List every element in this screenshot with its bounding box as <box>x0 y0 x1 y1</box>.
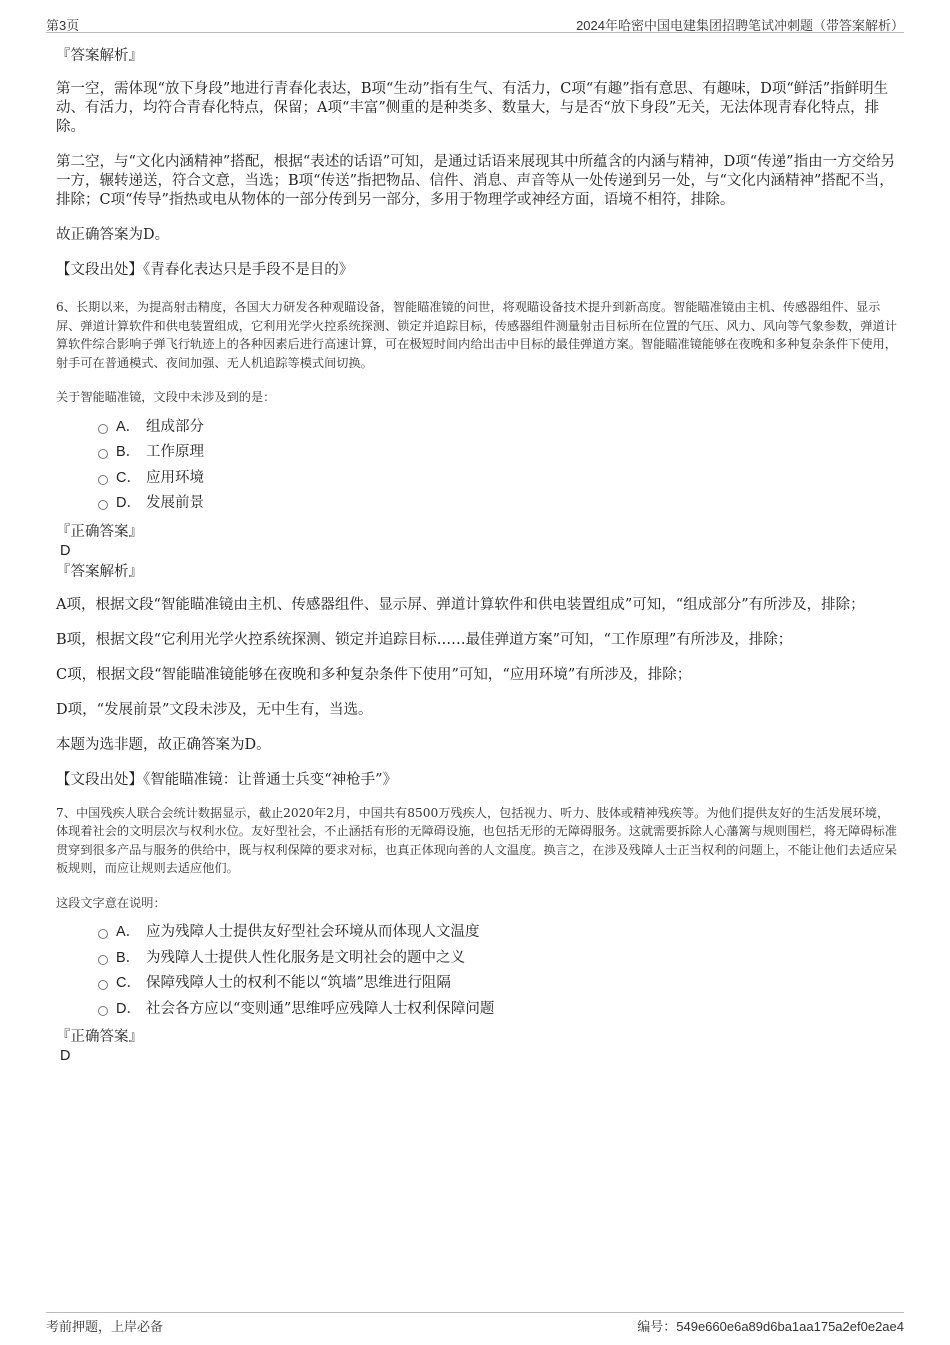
q5-analysis-paragraph-1: 第一空，需体现“放下身段”地进行青春化表达，B项“生动”指有生气、有活力，C项“有趣”指有意思、有趣味，D项“鲜活”指鲜明生动、有活力，均符合青春化特点，保留；A项“丰富”侧重的是种类多、数量大，与是否“放下身段”无关，无法体现青春化特点，排除。 <box>56 81 889 135</box>
q7-correct-label: 『正确答案』 <box>56 1029 143 1045</box>
radio-button[interactable] <box>98 500 108 510</box>
footer-id-label: 编号： <box>637 1320 677 1335</box>
q5-source: 【文段出处】《青春化表达只是手段不是目的》 <box>56 262 354 278</box>
radio-button[interactable] <box>98 449 108 459</box>
q5-analysis-label: 『答案解析』 <box>56 48 143 64</box>
q6-analysis-label: 『答案解析』 <box>56 563 143 580</box>
q6-option-c[interactable]: C． 应用环境 <box>56 466 898 492</box>
q7-option-a[interactable]: A． 应为残障人士提供友好型社会环境从而体现人文温度 <box>56 920 898 946</box>
q6-analysis-c: C项，根据文段“智能瞄准镜能够在夜晚和多种复杂条件下使用”可知，“应用环境”有所涉及，排除； <box>56 666 692 683</box>
q6-correct-answer: D <box>60 542 71 559</box>
q7-correct-answer: D <box>60 1048 71 1064</box>
page-footer <box>46 1312 904 1333</box>
q6-analysis-a: A项，根据文段“智能瞄准镜由主机、传感器组件、显示屏、弹道计算软件和供电装置组成”可知，“组成部分”有所涉及，排除； <box>56 596 865 613</box>
radio-button[interactable] <box>98 1006 108 1016</box>
q6-option-d[interactable]: D． 发展前景 <box>56 491 898 517</box>
q6-analysis-b: B项，根据文段“它利用光学火控系统探测、锁定并追踪目标……最佳弹道方案”可知，“工作原理”有所涉及，排除； <box>56 631 793 648</box>
radio-button[interactable] <box>98 475 108 485</box>
q6-correct-label: 『正确答案』 <box>56 523 143 540</box>
q7-stem: 7、中国残疾人联合会统计数据显示，截止2020年2月，中国共有8500万残疾人，包括视力、听力、肢体或精神残疾等。为他们提供友好的生活发展环境，体现着社会的文明层次与权利水位。友好型社会，不止涵括有形的无障碍设施，也包括无形的无障碍服务。这就需要拆除人心藩篱与规则围栏，将无障碍标准贯穿到很多产品与服务的供给中，既与权利保障的要求对标，也真正体现向善的人文温度。换言之，在涉及残障人士正当权利的问题上，不能让他们去适应呆板规则，而应让规则去适应他们。 <box>56 805 897 875</box>
q6-source: 【文段出处】《智能瞄准镜：让普通士兵变“神枪手”》 <box>56 771 398 788</box>
radio-button[interactable] <box>98 955 108 965</box>
radio-button[interactable] <box>98 980 108 990</box>
page-number: 第3页 <box>46 18 80 33</box>
radio-button[interactable] <box>98 424 108 434</box>
q7-options <box>56 920 898 1022</box>
footer-id-value: 549e660e6a89d6ba1aa175a2ef0e2ae4 <box>676 1319 904 1334</box>
q6-option-a[interactable]: A． 组成部分 <box>56 415 898 441</box>
q6-analysis-d: D项，“发展前景”文段未涉及，无中生有，当选。 <box>56 701 373 718</box>
document-title: 2024年哈密中国电建集团招聘笔试冲刺题（带答案解析） <box>576 18 904 33</box>
page-content <box>56 47 898 1071</box>
q5-conclusion: 故正确答案为D。 <box>56 227 170 243</box>
q7-option-b[interactable]: B． 为残障人士提供人性化服务是文明社会的题中之义 <box>56 946 898 972</box>
q7-option-c[interactable]: C． 保障残障人士的权利不能以“筑墙”思维进行阻隔 <box>56 971 898 997</box>
q6-options <box>56 415 898 517</box>
q7-question: 这段文字意在说明： <box>56 895 166 910</box>
q7-option-d[interactable]: D． 社会各方应以“变则通”思维呼应残障人士权利保障问题 <box>56 997 898 1023</box>
radio-button[interactable] <box>98 929 108 939</box>
page-header <box>46 12 904 33</box>
q5-analysis-paragraph-2: 第二空，与“文化内涵精神”搭配，根据“表述的话语”可知，是通过话语来展现其中所蕴含的内涵与精神，D项“传递”指由一方交给另一方，辗转递送，符合文意，当选；B项“传送”指把物品、信件、消息、声音等从一处传递到另一处，与“文化内涵精神”搭配不当，排除；C项“传导”指热或电从物体的一部分传到另一部分，多用于物理学或神经方面，语境不相符，排除。 <box>56 154 896 208</box>
footer-id <box>637 1316 904 1335</box>
footer-slogan: 考前押题，上岸必备 <box>46 1320 164 1335</box>
q6-question: 关于智能瞄准镜，文段中未涉及到的是： <box>56 390 276 404</box>
q6-option-b[interactable]: B． 工作原理 <box>56 440 898 466</box>
q6-stem: 6、长期以来，为提高射击精度，各国大力研发各种观瞄设备，智能瞄准镜的问世，将观瞄设备技术提升到新高度。智能瞄准镜由主机、传感器组件、显示屏、弹道计算软件和供电装置组成，它利用光学火控系统探测、锁定并追踪目标，传感器组件测量射击目标所在位置的气压、风力、风向等气象参数，弹道计算软件综合影响子弹飞行轨迹上的各种因素后进行高速计算，可在极短时间内给出击中目标的最佳弹道方案。智能瞄准镜能够在夜晚和多种复杂条件下使用，射手可在普通模式、夜间加强、无人机追踪等模式间切换。 <box>56 300 897 370</box>
q6-conclusion: 本题为选非题，故正确答案为D。 <box>56 736 271 753</box>
